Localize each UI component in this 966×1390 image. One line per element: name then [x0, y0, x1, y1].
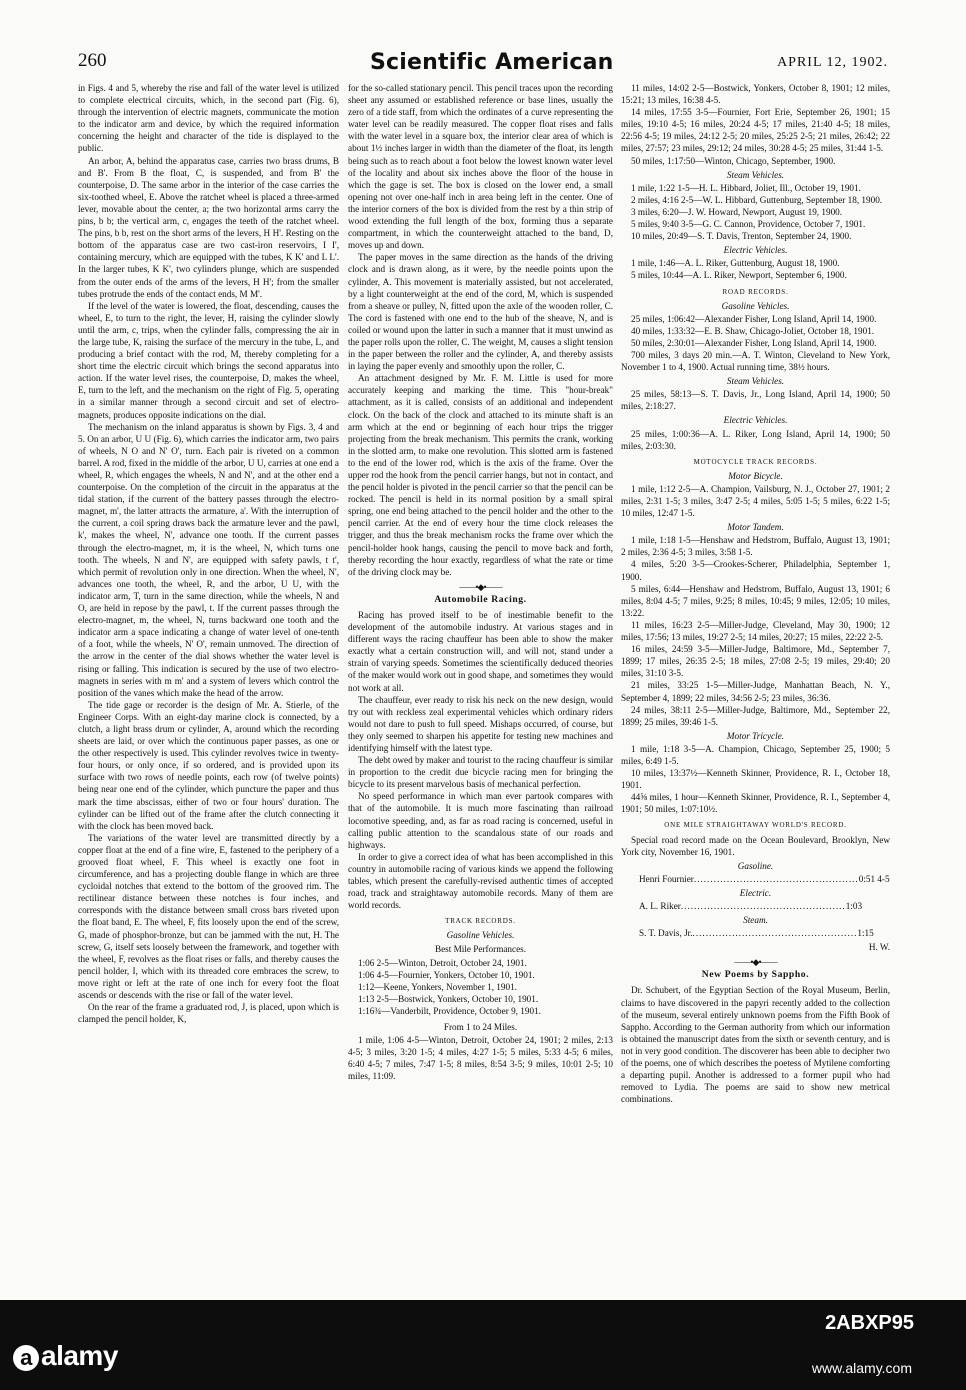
subheading-motocycle-records: MOTOCYCLE TRACK RECORDS. [693, 457, 818, 466]
category-label: Steam. [743, 915, 768, 926]
record-entry: 1 mile, 1:12 2-5—A. Champion, Vailsburg, N. J., October 27, 1901; 2 miles, 2:31 1-5; 3 miles, 3:47 2-5; 4 miles, 5:05 1-5; 5 miles, 6:22 1-5; 10 miles, 12:47 1-5. [621, 483, 890, 519]
record-time: 1:15 [857, 928, 874, 939]
record-entry: 1 mile, 1:18 3-5—A. Champion, Chicago, September 25, 1900; 5 miles, 6:49 1-5. [621, 743, 890, 766]
image-id: 2ABXP95 [825, 1312, 914, 1334]
record-line: 1:13 2-5—Bostwick, Yonkers, October 10, 1901. [358, 993, 539, 1004]
record-entry: 2 miles, 4:16 2-5—W. L. Hibbard, Guttenburg, September 18, 1900. [631, 194, 883, 205]
category-label: Gasoline Vehicles. [446, 930, 515, 941]
record-holder: S. T. Davis, Jr. [639, 928, 693, 939]
record-entry: 1 mile, 1:18 1-5—Henshaw and Hedstrom, Buffalo, August 13, 1901; 2 miles, 2:36 4-5; 3 miles, 3:58 1-5. [621, 535, 890, 558]
record-entry: 10 miles, 20:49—S. T. Davis, Trenton, September 24, 1900. [631, 231, 852, 242]
record-entry: 4 miles, 5:20 3-5—Crookes-Scherer, Philadelphia, September 1, 1900. [621, 559, 890, 582]
record-entry: 5 miles, 10:44—A. L. Riker, Newport, September 6, 1900. [631, 270, 847, 281]
page-number: 260 [78, 50, 107, 71]
dot-leader: .................................................. [680, 901, 846, 911]
article-paragraph: An arbor, A, behind the apparatus case, carries two brass drums, B and B'. From B the float, C, is suspended, and from B' the counterpoise, D. The same arbor in the interior of the case carries the six-toothed wheel, E. Above the ratchet wheel is placed a three-armed lever, movable about the center, a; the two horizontal arms carry the pins, b b; the vertical arm, c, engages the teeth of the ratchet wheel. The pins, b b, rest on the short arms of the levers, H H'. Resting on the bottom of the apparatus case are two cast-iron reservoirs, I I', containing mercury, which are equipped with the tubes, K K' and L L'. In the larger tubes, K K', two cylinders plunge, which are suspended from the outer ends of the arms of the levers, H H'; from the smaller tubes protrude the ends of the contact ends, M M'. [78, 155, 339, 299]
category-label: From 1 to 24 Miles. [443, 1022, 518, 1033]
record-entry: 700 miles, 3 days 20 min.—A. T. Winton, Cleveland to New York, November 1 to 4, 1900. Actual running time, 38½ hours. [621, 349, 890, 373]
section-divider-ornament: ——•◆•—— [734, 957, 777, 968]
site-url: www.alamy.com [811, 1360, 912, 1376]
category-label: Gasoline. [737, 860, 774, 871]
record-entry: 16 miles, 24:59 3-5—Miller-Judge, Baltimore, Md., September 7, 1899; 17 miles, 26:35 2-5; 18 miles, 27:08 2-5; 19 miles, 29:40; 20 miles, 31:10 3-5. [621, 644, 890, 679]
dot-leader: .................................................. [693, 873, 859, 884]
column-1 [78, 82, 339, 1287]
category-label: Steam Vehicles. [726, 169, 785, 180]
logo-text: alamy [41, 1340, 118, 1371]
category-label: Motor Tandem. [727, 522, 784, 533]
article-paragraph: The debt owed by maker and tourist to the racing chauffeur is similar in proportion to the credit due bicycle racing men for bringing the bicycle to its present marvelous basis of mechanical perfection. [348, 755, 613, 790]
article-paragraph: Racing has proved itself to be of inestimable benefit to the development of the automobile industry. At various stages and in different ways the racing chauffeur has been able to show the maker exactly what a certain construction will, and will not, stand under a strain of varying speeds. Sometimes the scientifically deduced theories of the maker would work out in good shape, and sometimes they would not work at all. [348, 609, 613, 693]
record-time: 0:51 4-5 [858, 873, 890, 884]
article-paragraph: In order to give a correct idea of what has been accomplished in this country in automobile racing of various kinds we append the following tables, which present the carefully-revised authentic times of accepted road, track and straightaway automobile records. Many of them are world records. [348, 851, 613, 911]
category-label: Motor Tricycle. [726, 730, 785, 741]
article-paragraph: The mechanism on the inland apparatus is shown by Figs. 3, 4 and 5. On an arbor, U U (Fig. 6), which carries the indicator arm, two pairs of wheels, N O and N' O', turn. Each pair is riveted on a common barrel. A rod, fixed in the middle of the arbor, U U, carries at one end a wheel, R, which engages the wheels, N and N', and at the other end a counterpoise. On the completion of the circuit in the apparatus at the tidal station, if the current of the battery passes through the electro-magnet, m', the latter attracts the armature, a'. With the interruption of the current, a coil spring draws back the armature lever and the pawl, k', makes the wheel, N', advance one tooth. If the current passes through the electro-magnet, m, it is the wheel, N, which turns one tooth. The wheels, N and N', are equipped with safety pawls, t t', which permit of revolution only in one direction. When the wheel, N', advances one tooth, the wheel, R, and the arbor, U U, with the indicator arm, T, turn in the same direction, while the wheels, N and O, are held in repose by the pawl, t. If the current passes through the electro-magnet, m, the wheel, N, turns backward one tooth and the indicator arm a space indicating a change of water level of one-tenth of a foot, while the wheels, N' O', remain unmoved. The direction of the arrow in the center of the dial shows whether the water level is rising or falling. This indication is secured by the use of two electro-magnets in series with m m' and a system of levers which control the position of the vanes which make the head of the arrow. [78, 421, 339, 698]
straightaway-record-row [621, 873, 890, 885]
masthead: Scientific American [370, 50, 614, 75]
logo-mark-icon: a [13, 1345, 39, 1371]
record-line: 1:06 4-5—Fournier, Yonkers, October 10, 1901. [358, 969, 535, 980]
article-paragraph: The variations of the water level are transmitted directly by a copper float at the end of a fine wire, E, fastened to the periphery of a grooved float wheel, F. This wheel is exactly one foot in circumference, and has a projecting double flange in which are three cycloidal notches that extend to the bottom of the grooved rim. The rectilinear distance between these notches is four inches, and corresponds with the distance between small cross bars riveted upon the float band, E. The wheel, F, fits loosely upon the end of the screw, G, made of phosphor-bronze, but can be jammed with the nut, H. The screw, G, itself sets loosely between the framework, and together with the wheel, F, revolves as the float rises or falls, and thereby causes the pencil holder, I, which with its threaded core embraces the screw, to move right or left at the rate of one inch for every foot the float ascends or descends with the rise or fall of the water level. [78, 832, 339, 1001]
record-entry: 25 miles, 1:06:42—Alexander Fisher, Long Island, April 14, 1900. [631, 313, 877, 324]
record-entry: 1 mile, 1:46—A. L. Riker, Guttenburg, August 18, 1900. [631, 258, 840, 269]
record-holder: Henri Fournier [639, 873, 694, 884]
category-label: Steam Vehicles. [726, 376, 785, 387]
section-heading-sappho: New Poems by Sappho. [701, 969, 810, 981]
category-label: Motor Bicycle. [728, 470, 783, 481]
record-entry: 1 mile, 1:06 4-5—Winton, Detroit, October 24, 1901; 2 miles, 2:13 4-5; 3 miles, 3:20 1-5; 4 miles, 4:27 1-5; 5 miles, 5:33 4-5; 6 miles, 6:40 4-5; 7 miles, 7:47 1-5; 8 miles, 8:54 3-5; 9 miles, 10:01 2-5; 10 miles, 11:09. [348, 1035, 613, 1082]
record-time: 1:03 [845, 901, 863, 911]
record-holder: A. L. Riker [639, 901, 681, 911]
record-entry: Special road record made on the Ocean Boulevard, Brooklyn, New York city, November 16, 1901. [621, 834, 890, 857]
article-paragraph: No speed performance in which man ever partook compares with that of the automobile. It is much more fascinating than railroad locomotive speeding, and, as far as road racing is concerned, useful in calling public attention to the scandalous state of our roads and highways. [348, 791, 613, 850]
record-entry: 24 miles, 38:11 2-5—Miller-Judge, Baltimore, Md., September 22, 1899; 25 miles, 39:46 1-5. [621, 704, 890, 727]
category-label: Electric. [739, 887, 772, 898]
article-paragraph: The chauffeur, ever ready to risk his neck on the new design, would try out with reckless zeal experimental vehicles which ordinary riders would not dare to push to full speed. Mishaps occurred, of course, but they only seemed to sharpen his appetite for testing new machines and identifying himself with the latest type. [348, 694, 613, 753]
column-3 [621, 82, 890, 1287]
straightaway-record-row [621, 927, 890, 939]
straightaway-record-row [621, 900, 890, 912]
record-entry: 1 mile, 1:22 1-5—H. L. Hibbard, Joliet, Ill., October 19, 1901. [631, 182, 861, 193]
record-entry: 11 miles, 14:02 2-5—Bostwick, Yonkers, October 8, 1901; 12 miles, 15:21; 13 miles, 16:38 4-5. [621, 83, 890, 106]
record-line: 1:06 2-5—Winton, Detroit, October 24, 1901. [358, 957, 527, 968]
article-paragraph: On the rear of the frame a graduated rod, J, is placed, upon which is clamped the pencil holder, K, [78, 1002, 339, 1025]
section-divider-ornament: ——•◆•—— [459, 581, 502, 592]
article-paragraph: for the so-called stationary pencil. This pencil traces upon the recording sheet any assumed or established reference or base lines, usually the zero of a tide staff, from which the ordinates of a curve representing the water level can be readily measured. The copper float rises and falls with the water level in a square box, the interior clear area of which is about 1½ inches larger in width than the diameter of the float, its length being such as to reach about a foot below the lowest known water level of the locality and about six inches above the floor of the house in which the gage is set. The box is closed on the lower end, a small opening not over one-half inch in area being left in the center. One of the interior corners of the box is divided from the rest by a thin strip of wood extending the full length of the box, forming thus a separate compartment, in which the counterweight attached to the band, D, moves up and down. [348, 83, 613, 251]
article-paragraph: The paper moves in the same direction as the hands of the driving clock and is drawn along, as it were, by the needle points upon the cylinder, A. This movement is materially assisted, but not accelerated, by a light counterweight at the end of the cord, M, which is suspended from a sheave or pulley, N, fitted upon the axle of the wooden roller, C. The cord is fastened with one end to the hub of the sheave, N, and is coiled or wound upon the latter in such a manner that it must unwind as the paper rolls upon the roller, C. The weight, M, causes a slight tension in the paper between the roller and the cylinder, A, and thereby assists in laying the paper evenly and smoothly upon the roller, C. [348, 252, 613, 372]
record-entry: 5 miles, 9:40 3-5—G. C. Cannon, Providence, October 7, 1901. [631, 219, 866, 230]
subheading-road-records: ROAD RECORDS. [722, 287, 789, 296]
watermark-footer [0, 1300, 966, 1390]
record-line: 1:12—Keene, Yonkers, November 1, 1901. [358, 981, 517, 992]
article-paragraph: Dr. Schubert, of the Egyptian Section of the Royal Museum, Berlin, claims to have discovered in the papyri recently added to the collection of the museum, several entirely unknown poems from the Fifth Book of Sappho. According to the German authority from which our information is obtained the manuscript dates from the sixth or seventh century, and is not in very good condition. The discoverer has been able to decipher two of the poems, one of which describes the poetess of Mytilene comforting a departing pupil. Another is addressed to a former pupil who had removed to Lydia. The poems are said to show new metrical combinations. [621, 985, 890, 1105]
issue-date: APRIL 12, 1902. [777, 55, 888, 70]
category-label: Electric Vehicles. [723, 415, 788, 426]
record-entry: 5 miles, 6:44—Henshaw and Hedstrom, Buffalo, August 13, 1901; 6 miles, 8:04 4-5; 7 miles, 9:25; 8 miles, 10:45; 9 miles, 12:05; 10 miles, 13:22. [621, 583, 890, 618]
record-entry: 44⅝ miles, 1 hour—Kenneth Skinner, Providence, R. I., September 4, 1901; 50 miles, 1:07:10½. [621, 792, 890, 815]
subheading-track-records: TRACK RECORDS. [445, 917, 516, 926]
category-label: Best Mile Performances. [434, 944, 527, 955]
record-entry: 50 miles, 2:30:01—Alexander Fisher, Long Island, April 14, 1900. [631, 337, 877, 348]
record-entry: 3 miles, 6:20—J. W. Howard, Newport, August 19, 1900. [631, 206, 843, 217]
record-line: 1:16¾—Vanderbilt, Providence, October 9, 1901. [358, 1005, 541, 1016]
record-entry: 25 miles, 1:00:36—A. L. Riker, Long Island, April 14, 1900; 50 miles, 2:03:30. [621, 428, 890, 451]
subheading-straightaway-record: ONE MILE STRAIGHTAWAY WORLD'S RECORD. [664, 821, 847, 830]
article-paragraph: in Figs. 4 and 5, whereby the rise and fall of the water level is utilized to complete electrical circuits, which, in the second part (Fig. 6), through the intervention of electric magnets, communicate the motion to the indicator arm and device, by which the required information concerning the height and character of the tide is displayed to the public. [78, 83, 339, 154]
alamy-logo [13, 1340, 118, 1372]
category-label: Electric Vehicles. [723, 245, 788, 256]
record-entry: 14 miles, 17:55 3-5—Fournier, Fort Erie, September 26, 1901; 15 miles, 19:10 4-5; 16 miles, 20:24 4-5; 17 miles, 21:40 4-5; 18 miles, 22:56 4-5; 19 miles, 24:12 2-5; 20 miles, 25:25 2-5; 21 miles, 26:42; 22 miles, 27:57; 23 miles, 29:12; 24 miles, 30:28 4-5; 25 miles, 31:44 1-5. [621, 107, 890, 154]
article-paragraph: The tide gage or recorder is the design of Mr. A. Stierle, of the Engineer Corps. With an eight-day marine clock is connected, by a clutch, a light brass drum or cylinder, A, around which the recording sheets are laid, or over which the continuous paper passes, as one or the other respectively is used. This cylinder revolves twice in twenty-four hours, or only once, if so ordered, and is provided upon its surface with two rows of needle points, each row (of twelve points) being near one end of the cylinder, which puncture the paper and thus mark the time abscissas, either of two or four hours' duration. The cylinder can be lifted out of the frame after the clutch connecting it with the clock has been moved back. [78, 699, 339, 831]
category-label: Gasoline Vehicles. [721, 300, 790, 311]
author-signature: H. W. [868, 942, 890, 953]
record-entry: 21 miles, 33:25 1-5—Miller-Judge, Manhattan Beach, N. Y., September 4, 1899; 22 miles, 34:56 2-5; 23 miles, 36:36. [621, 680, 890, 703]
article-paragraph: If the level of the water is lowered, the float, descending, causes the wheel, E, to turn to the right, the lever, H, raising the cylinder slowly until the arm, c, trips, when the cylinder falls, compressing the air in the large tube, K, raising the surface of the mercury in the tube, L, and producing a brief contact with the rod, M, thereby completing for a short time the electric circuit which brings the second apparatus into action. If the water level rises, the counterpoise, D, makes the wheel, E, turn to the left, and the mechanism on the right of Fig. 5, operating in a similar manner through a second circuit and set of electro-magnets, produces opposite indications on the dial. [78, 300, 339, 420]
column-2 [348, 82, 613, 1287]
record-entry: 40 miles, 1:33:32—E. B. Shaw, Chicago-Joliet, October 18, 1901. [631, 325, 875, 336]
section-heading-automobile-racing: Automobile Racing. [434, 593, 527, 605]
article-paragraph: An attachment designed by Mr. F. M. Little is used for more accurately keeping and marking the time. This "hour-break" attachment, as it is called, consists of an additional and independent clock. On the back of the clock and attached to its minute shaft is an arm which at the end or beginning of each hour trips the trigger projecting from the break mechanism. This permits the crank, working in the slotted arm, to make one revolution. This slotted arm is fastened to the end of the lower rod, which is the axis of the frame. Over the upper rod the hook from the pencil carrier hangs, but not in contact, and the pencil holder is pivoted in the pencil carrier so that the pencil can be rocked. The pencil is held in its normal position by a small spiral spring, one end being attached to the pencil holder and the other to the pencil carrier. At the end of every hour the time clock releases the trigger, and thus the break mechanism rocks the frame over which the pencil-holder hook hangs, causing the pencil to move back and forth, thereby recording the hour exactly, regardless of what the rate or time of the driving clock may be. [348, 373, 613, 577]
record-entry: 11 miles, 16:23 2-5—Miller-Judge, Cleveland, May 30, 1900; 12 miles, 17:56; 13 miles, 19:27 2-5; 14 miles, 20:27; 15 miles, 22:22 2-5. [621, 619, 890, 643]
record-entry: 50 miles, 1:17:50—Winton, Chicago, September, 1900. [631, 155, 836, 166]
record-entry: 25 miles, 58:13—S. T. Davis, Jr., Long Island, April 14, 1900; 50 miles, 2:18:27. [621, 389, 890, 412]
record-entry: 10 miles, 13:37½—Kenneth Skinner, Providence, R. I., October 18, 1901. [621, 768, 890, 791]
dot-leader: .................................................. [692, 928, 858, 939]
